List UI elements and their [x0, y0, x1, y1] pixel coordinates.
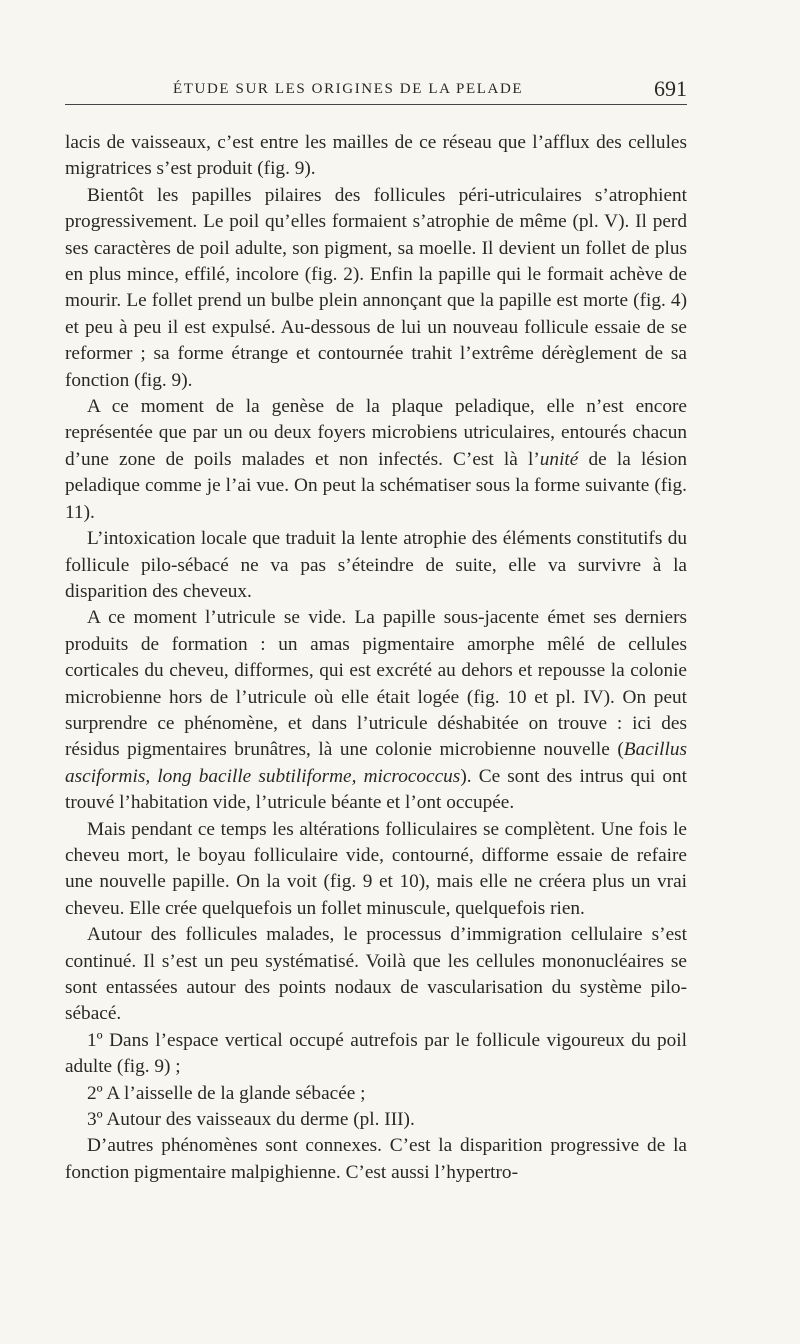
paragraph-5-text-b: ). Ce sont des intrus qui ont trouvé l’habitation vide, l’utricule béante et l’ont occupée.	[65, 765, 687, 814]
paragraph-9: 2º A l’aisselle de la glande sébacée ;	[87, 1082, 366, 1104]
paragraph-5	[65, 605, 687, 816]
paragraph-1: lacis de vaisseaux, c’est entre les mailles de ce réseau que l’afflux des cellules migratrices s’est produit (fig. 9).	[65, 132, 687, 180]
paragraph-5-emphasis: Bacillus asciformis, long bacille subtiliforme, micrococcus	[65, 739, 687, 787]
paragraph-8: 1º Dans l’espace vertical occupé autrefois par le follicule vigoureux du poil adulte (fig. 9) ;	[65, 1029, 687, 1078]
running-title: ÉTUDE SUR LES ORIGINES DE LA PELADE	[173, 81, 524, 97]
paragraph-4: L’intoxication locale que traduit la lente atrophie des éléments constitutifs du follicule pilo-sébacé ne va pas s’éteindre de suite, elle va survivre à la disparition des cheveux.	[65, 528, 687, 602]
paragraph-7: Autour des follicules malades, le processus d’immigration cellulaire s’est continué. Il s’est un peu systématisé. Voilà que les cellules mononucléaires se sont entassées autour des points nodaux de vascularisation du système pilo-sébacé.	[65, 924, 687, 1025]
paragraph-3-text-a: A ce moment de la genèse de la plaque peladique, elle n’est encore représentée que par un ou deux foyers microbiens utriculaires, entourés chacun d’une zone de poils malades et non infectés. C’est là l’	[65, 396, 687, 470]
paragraph-5-text-a: A ce moment l’utricule se vide. La papille sous-jacente émet ses derniers produits de formation : un amas pigmentaire amorphe mêlé de cellules corticales du cheveu, difformes, qui est excrété au dehors et repousse la colonie microbienne hors de l’utricule où elle était logée (fig. 10 et pl. IV). On peut surprendre ce phénomène, et dans l’utricule déshabitée on trouve : ici des résidus pigmentaires brunâtres, là une colonie microbienne nouvelle (	[65, 607, 687, 761]
page-number: 691	[654, 76, 687, 101]
paragraph-3-emphasis: unité	[539, 448, 579, 470]
paragraph-6: Mais pendant ce temps les altérations folliculaires se complètent. Une fois le cheveu mort, le boyau folliculaire vide, contourné, difforme essaie de refaire une nouvelle papille. On la voit (fig. 9 et 10), mais elle ne créera plus un vrai cheveu. Elle crée quelquefois un follet minuscule, quelquefois rien.	[65, 818, 687, 919]
body-text	[65, 130, 687, 1186]
paragraph-2: Bientôt les papilles pilaires des follicules péri-utriculaires s’atrophient progressivement. Le poil qu’elles formaient s’atrophie de même (pl. V). Il perd ses caractères de poil adulte, son pigment, sa moelle. Il devient un follet de plus en plus mince, effilé, incolore (fig. 2). Enfin la papille qui le formait achève de mourir. Le follet prend un bulbe plein annonçant que la papille est morte (fig. 4) et peu à peu il est expulsé. Au-dessous de lui un nouveau follicule essaie de se reformer ; sa forme étrange et contournée trahit l’extrême dérèglement de sa fonction (fig. 9).	[65, 184, 687, 391]
page-header	[65, 74, 687, 105]
paragraph-11: D’autres phénomènes sont connexes. C’est la disparition progressive de la fonction pigmentaire malpighienne. C’est aussi l’hypertro-	[65, 1135, 687, 1183]
paragraph-3	[65, 394, 687, 526]
paragraph-10: 3º Autour des vaisseaux du derme (pl. III).	[87, 1109, 415, 1131]
paragraph-3-text-b: de la lésion peladique comme je l’ai vue. On peut la schématiser sous la forme suivante (fig. 11).	[65, 448, 687, 523]
